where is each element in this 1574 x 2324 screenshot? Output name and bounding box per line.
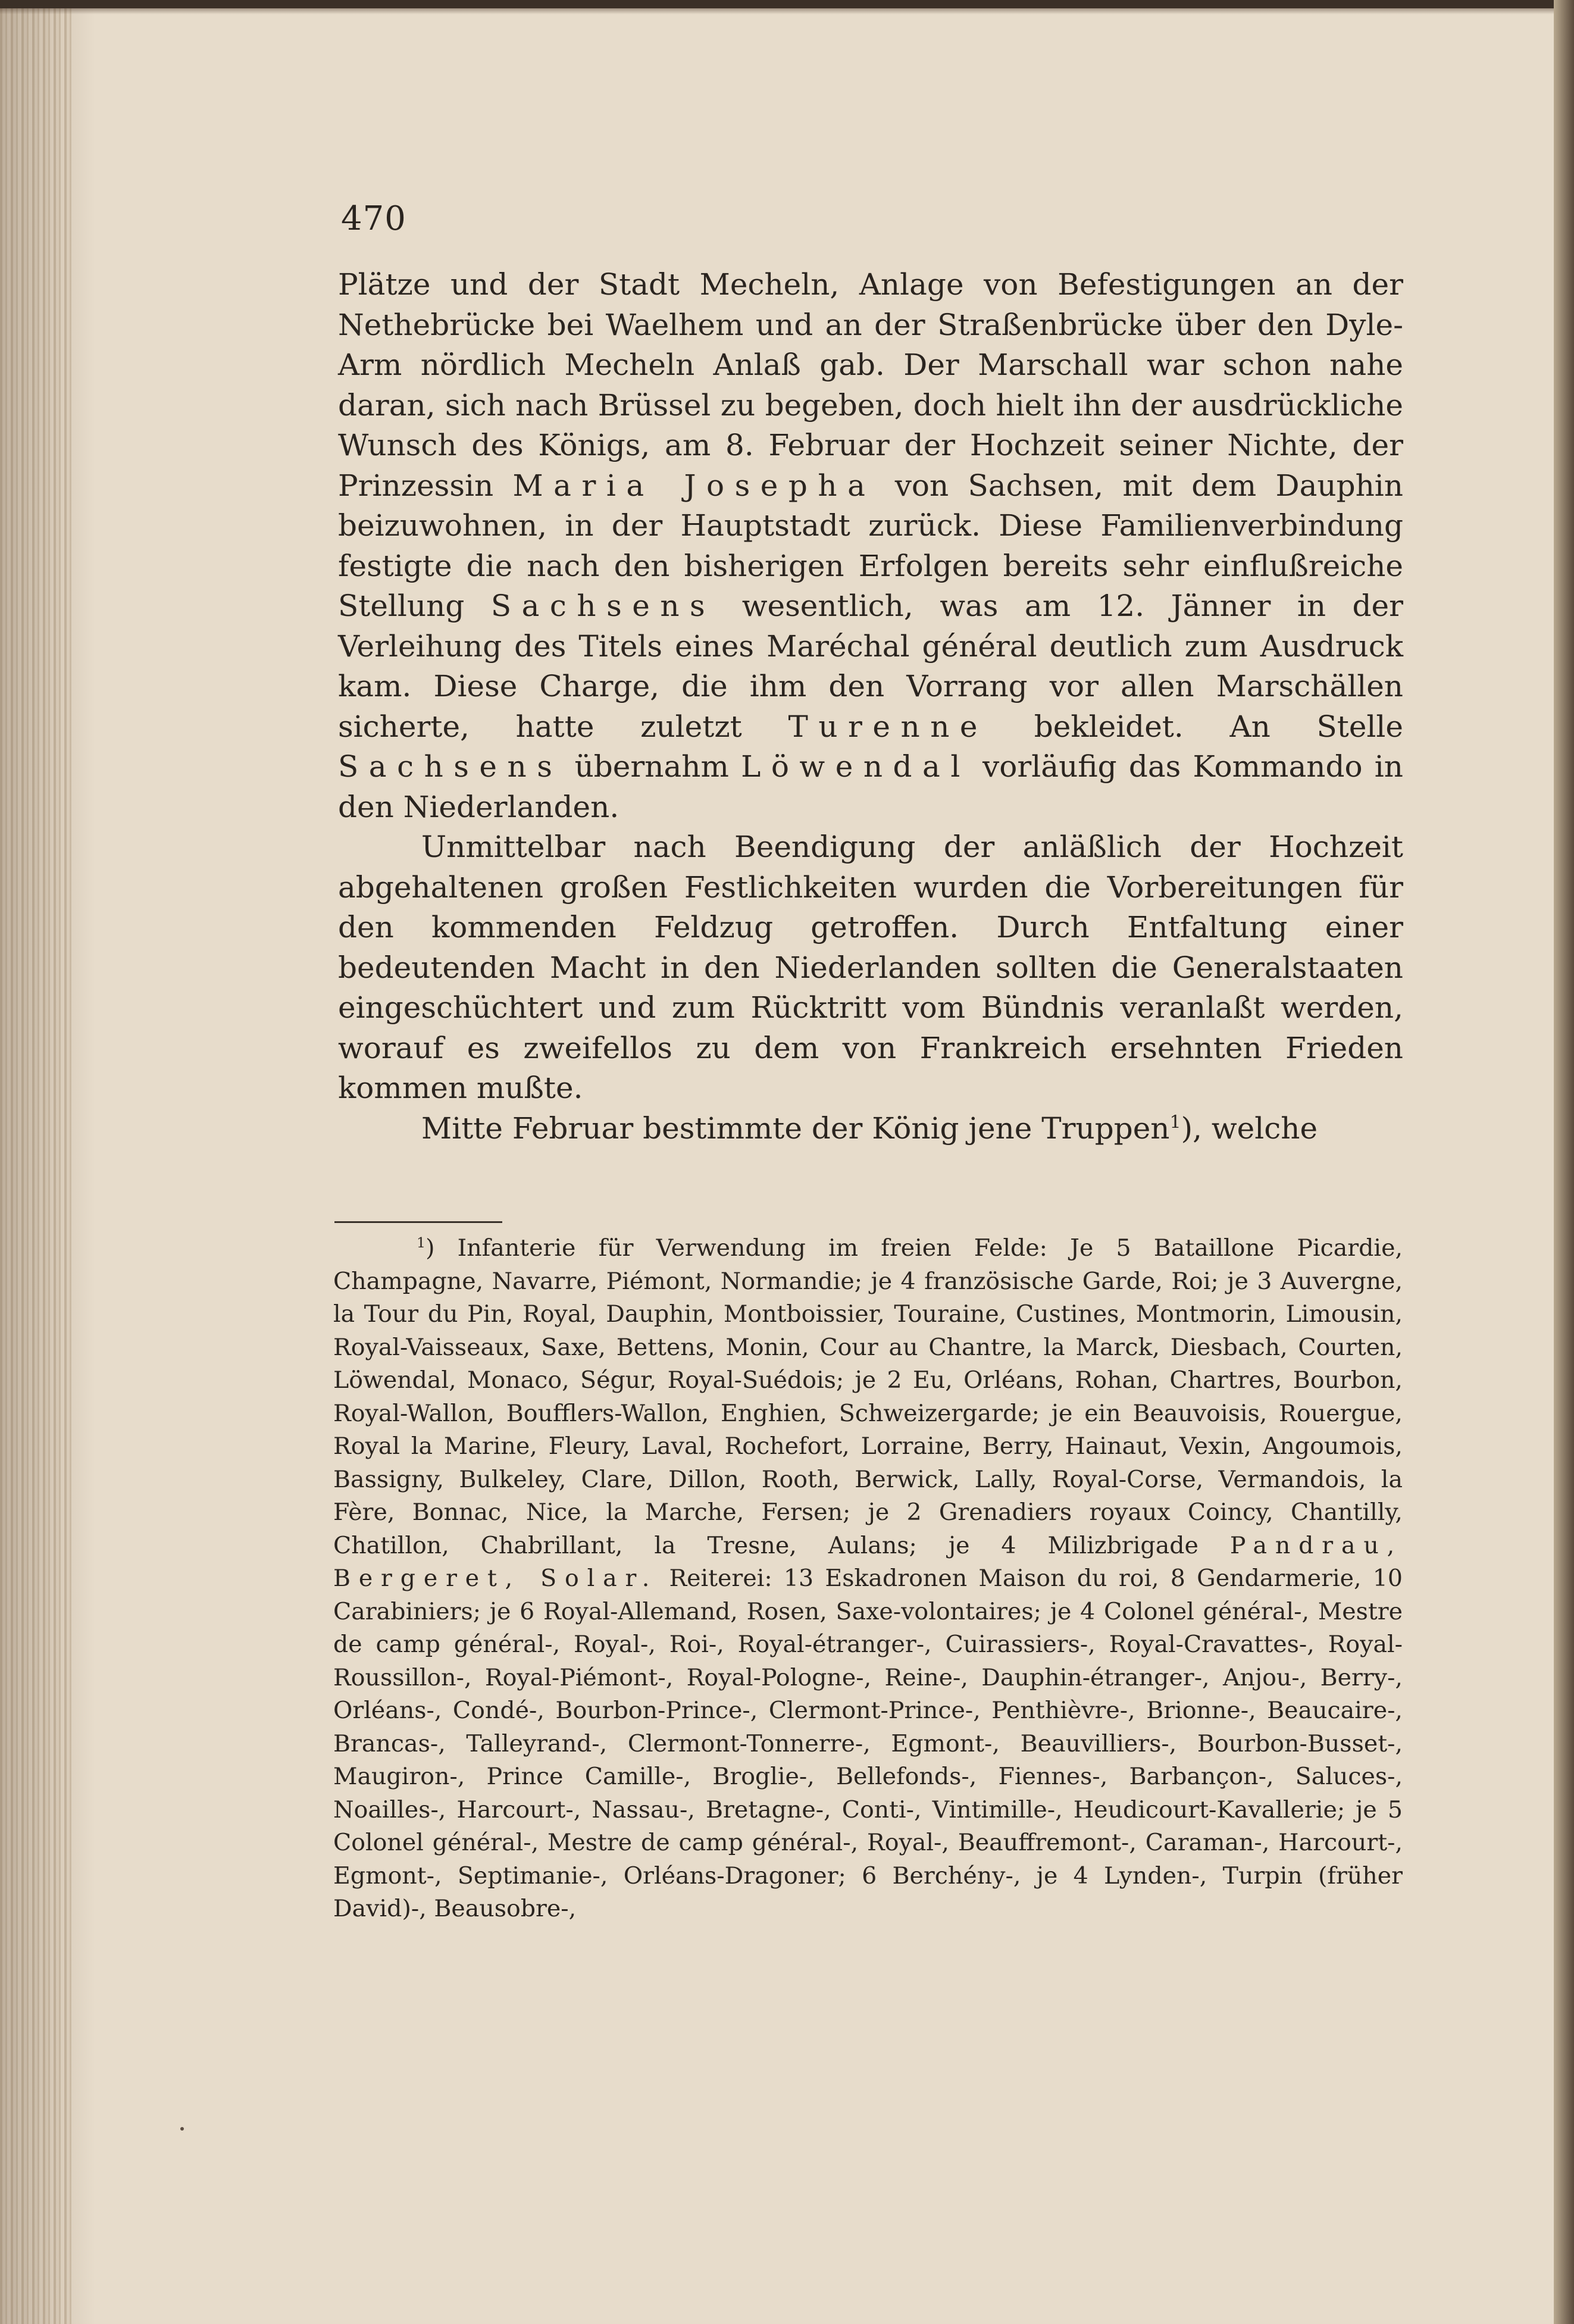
footnote-text-a: ) Infanterie für Verwendung im freien Felde: Je 5 Bataillone Picardie, Champagne, Navarre, Piémont, Normandie; je 4 französische Garde, Roi; je 3 Auvergne, la Tour du Pin, Royal, Dauphin, Montboissier, Touraine, Custines, Montmorin, Limousin, Royal-Vaisseaux, Saxe, Bettens, Monin, Cour au Chantre, la Marck, Diesbach, Courten, Löwendal, Monaco, Ségur, Royal-Suédois; je 2 Eu, Orléans, Rohan, Chartres, Bourbon, Royal-Wallon, Boufflers-Wallon, Enghien, Schweizergarde; je ein Beauvoisis, Rouergue, Royal la Marine, Fleury, Laval, Rochefort, Lorraine, Berry, Hainaut, Vexin, Angoumois, Bassigny, Bulkeley, Clare, Dillon, Rooth, Berwick, Lally, Royal-Corse, Vermandois, la Fère, Bonnac, Nice, la Marche, Fersen; je 2 Grenadiers royaux Coincy, Chantilly, Chatillon, Chabrillant, la Tresne, Aulans; je 4 Milizbrigade	[333, 1234, 1403, 1559]
paper-speck	[180, 2127, 184, 2131]
paragraph-1-text-c: von Sachsen, mit dem Dauphin beizuwohnen, in der Hauptstadt zurück. Diese Familienverbindung festigte die nach den bisherigen Erfolgen bereits sehr einflußreiche Stellung	[338, 468, 1403, 623]
name-turenne: Turenne	[788, 709, 988, 744]
footnote-divider	[334, 1221, 502, 1223]
top-edge-shadow	[0, 8, 1574, 14]
footnote-1	[333, 1232, 1403, 1926]
page-number: 470	[341, 199, 406, 238]
paragraph-3	[338, 1109, 1403, 1149]
footnote-marker: 1	[417, 1234, 426, 1251]
binding-shadow	[0, 0, 95, 2324]
name-sachsens-1: Sachsens	[490, 589, 716, 623]
paragraph-1-text-i: übernahm	[574, 749, 729, 784]
footnote-section	[333, 1232, 1403, 1926]
name-sachsens-2: Sachsens	[338, 749, 563, 784]
footnote-spaced-names: Pandrau, Bergeret, Solar.	[333, 1531, 1403, 1592]
footnote-reference: 1	[1169, 1111, 1181, 1133]
paragraph-1-text-g: bekleidet. An Stelle	[1034, 709, 1403, 744]
right-page-edge	[1554, 0, 1574, 2324]
paragraph-1-text-k: vorläufig das Kommando in den Niederlanden.	[338, 749, 1403, 824]
paragraph-1-text-a: Plätze und der Stadt Mecheln, Anlage von Befestigungen an der Nethebrücke bei Waelhem und an der Straßenbrücke über den Dyle-Arm nördlich Mecheln Anlaß gab. Der Marschall war schon nahe daran, sich nach Brüssel zu begeben, doch hielt ihn der ausdrückliche Wunsch des Königs, am 8. Februar der Hochzeit seiner Nichte, der Prinzessin	[338, 267, 1403, 503]
paragraph-2: Unmittelbar nach Beendigung der anläßlich der Hochzeit abgehaltenen großen Festlichkeiten wurden die Vorbereitungen für den kommenden Feldzug getroffen. Durch Entfaltung einer bedeutenden Macht in den Niederlanden sollten die Generalstaaten eingeschüchtert und zum Rücktritt vom Bündnis veranlaßt werden, worauf es zweifellos zu dem von Frankreich ersehnten Frieden kommen mußte.	[338, 830, 1403, 1105]
main-text	[338, 265, 1403, 1149]
paragraph-3-text-a: Mitte Februar bestimmte der König jene Truppen	[421, 1111, 1170, 1146]
paragraph-1	[338, 265, 1403, 827]
paragraph-1-text-e: wesentlich, was am 12. Jänner in der Verleihung des Titels eines Maréchal général deutlich zum Ausdruck kam. Diese Charge, die ihm den Vorrang vor allen Marschällen sicherte, hatte zuletzt	[338, 589, 1403, 744]
name-maria-josepha: Maria Josepha	[512, 468, 876, 503]
paragraph-3-text-b: ), welche	[1181, 1111, 1318, 1146]
name-loewendal: Löwendal	[741, 749, 971, 784]
footnote-text-c: Reiterei: 13 Eskadronen Maison du roi, 8 Gendarmerie, 10 Carabiniers; je 6 Royal-Allemand, Rosen, Saxe-volontaires; je 4 Colonel général-, Mestre de camp général-, Royal-, Roi-, Royal-étranger-, Cuirassiers-, Royal-Cravattes-, Royal-Roussillon-, Royal-Piémont-, Royal-Pologne-, Reine-, Dauphin-étranger-, Anjou-, Berry-, Orléans-, Condé-, Bourbon-Prince-, Clermont-Prince-, Penthièvre-, Brionne-, Beaucaire-, Brancas-, Talleyrand-, Clermont-Tonnerre-, Egmont-, Beauvilliers-, Bourbon-Busset-, Maugiron-, Prince Camille-, Broglie-, Bellefonds-, Fiennes-, Barbançon-, Saluces-, Noailles-, Harcourt-, Nassau-, Bretagne-, Conti-, Vintimille-, Heudicourt-Kavallerie; je 5 Colonel général-, Mestre de camp général-, Royal-, Beauffremont-, Caraman-, Harcourt-, Egmont-, Septimanie-, Orléans-Dragoner; 6 Berchény-, je 4 Lynden-, Turpin (früher David)-, Beausobre-,	[333, 1565, 1403, 1922]
top-page-edge	[0, 0, 1574, 8]
